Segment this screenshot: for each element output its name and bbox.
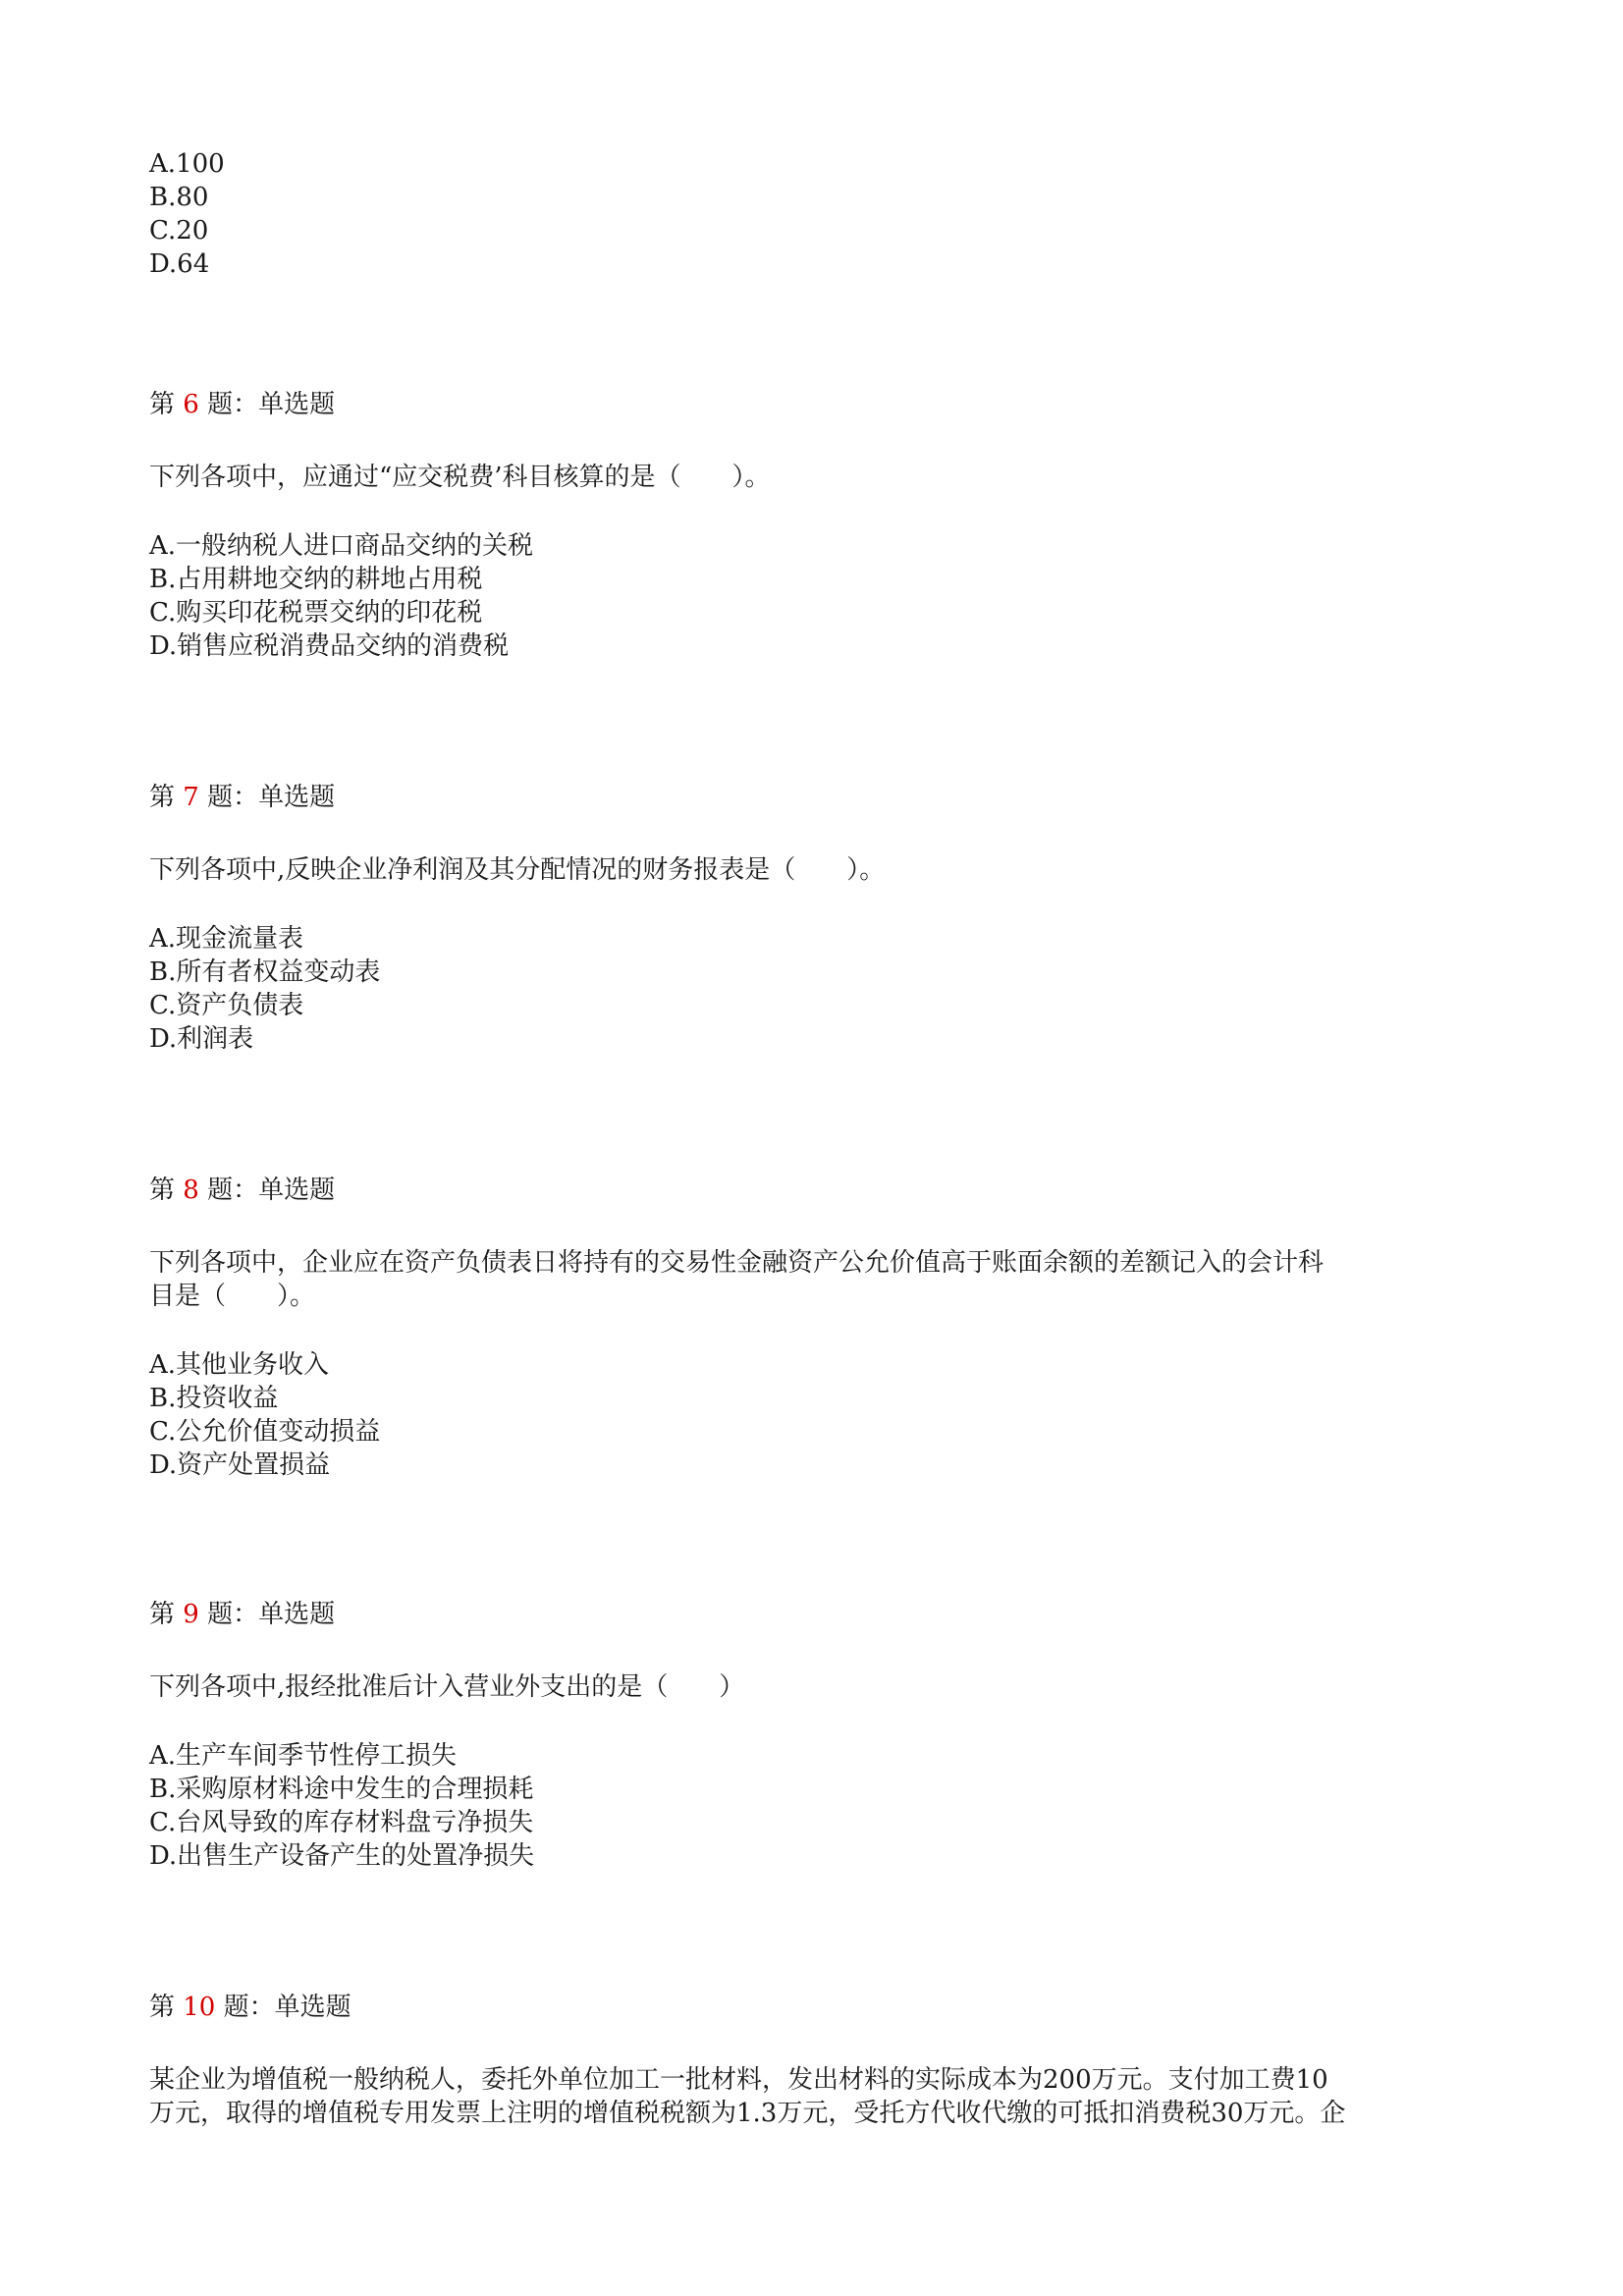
option-d: D.销售应税消费品交纳的消费税 bbox=[149, 631, 510, 661]
question-stem bbox=[149, 853, 1504, 887]
option-b: B.占用耕地交纳的耕地占用税 bbox=[149, 565, 483, 594]
question-8 bbox=[149, 1174, 1504, 1482]
question-type: 题：单选题 bbox=[198, 783, 336, 812]
question-10 bbox=[149, 1991, 1504, 2130]
question-number: 10 bbox=[183, 1993, 216, 2022]
option-b: B.所有者权益变动表 bbox=[149, 957, 381, 987]
question-9 bbox=[149, 1598, 1504, 1873]
question-header bbox=[149, 388, 1504, 421]
stem-line: 下列各项中,报经批准后计入营业外支出的是（ ） bbox=[149, 1672, 745, 1702]
question-stem bbox=[149, 1246, 1504, 1313]
question-prefix: 第 bbox=[149, 1175, 184, 1205]
option-a: A.现金流量表 bbox=[149, 924, 304, 954]
option-c: C.购买印花税票交纳的印花税 bbox=[149, 598, 483, 628]
question-prefix: 第 bbox=[149, 783, 184, 812]
stem-line: 下列各项中，应通过“应交税费’科目核算的是（ ）。 bbox=[149, 463, 771, 492]
option-c: C.资产负债表 bbox=[149, 991, 304, 1020]
previous-question-options bbox=[149, 147, 225, 281]
question-stem bbox=[149, 461, 1504, 494]
question-options bbox=[149, 922, 1504, 1056]
question-7 bbox=[149, 781, 1504, 1056]
question-type: 题：单选题 bbox=[198, 1600, 336, 1629]
question-prefix: 第 bbox=[149, 390, 184, 419]
option-b: B.80 bbox=[149, 183, 209, 212]
option-a: A.一般纳税人进口商品交纳的关税 bbox=[149, 531, 534, 561]
question-prefix: 第 bbox=[149, 1600, 184, 1629]
question-number: 7 bbox=[183, 783, 199, 812]
question-header bbox=[149, 1174, 1504, 1207]
question-prefix: 第 bbox=[149, 1993, 184, 2022]
question-number: 9 bbox=[183, 1600, 199, 1629]
option-a: A.100 bbox=[149, 149, 225, 179]
option-d: D.出售生产设备产生的处置净损失 bbox=[149, 1841, 535, 1871]
option-c: C.台风导致的库存材料盘亏净损失 bbox=[149, 1808, 534, 1837]
option-b: B.采购原材料途中发生的合理损耗 bbox=[149, 1775, 534, 1804]
question-type: 题：单选题 bbox=[215, 1993, 352, 2022]
stem-line: 下列各项中,反映企业净利润及其分配情况的财务报表是（ ）。 bbox=[149, 855, 886, 885]
option-c: C.公允价值变动损益 bbox=[149, 1417, 381, 1447]
question-header bbox=[149, 781, 1504, 814]
question-stem bbox=[149, 2063, 1504, 2130]
question-type: 题：单选题 bbox=[198, 390, 336, 419]
option-a: A.生产车间季节性停工损失 bbox=[149, 1741, 458, 1771]
stem-line: 目是（ ）。 bbox=[149, 1282, 316, 1311]
question-number: 8 bbox=[183, 1175, 199, 1205]
question-stem bbox=[149, 1670, 1504, 1704]
stem-line: 某企业为增值税一般纳税人，委托外单位加工一批材料，发出材料的实际成本为200万元。支付加工费10 bbox=[149, 2065, 1328, 2095]
question-header bbox=[149, 1598, 1504, 1631]
option-a: A.其他业务收入 bbox=[149, 1350, 330, 1380]
question-options bbox=[149, 1739, 1504, 1873]
question-options bbox=[149, 1348, 1504, 1482]
stem-line: 万元，取得的增值税专用发票上注明的增值税税额为1.3万元，受托方代收代缴的可抵扣消费税30万元。企 bbox=[149, 2099, 1346, 2128]
question-6 bbox=[149, 388, 1504, 663]
question-header bbox=[149, 1991, 1504, 2024]
option-b: B.投资收益 bbox=[149, 1384, 279, 1413]
question-options bbox=[149, 529, 1504, 663]
option-d: D.利润表 bbox=[149, 1024, 254, 1054]
question-type: 题：单选题 bbox=[198, 1175, 336, 1205]
stem-line: 下列各项中，企业应在资产负债表日将持有的交易性金融资产公允价值高于账面余额的差额记入的会计科 bbox=[149, 1248, 1325, 1278]
question-number: 6 bbox=[183, 390, 199, 419]
option-d: D.资产处置损益 bbox=[149, 1450, 331, 1480]
option-d: D.64 bbox=[149, 249, 210, 279]
option-c: C.20 bbox=[149, 216, 209, 246]
